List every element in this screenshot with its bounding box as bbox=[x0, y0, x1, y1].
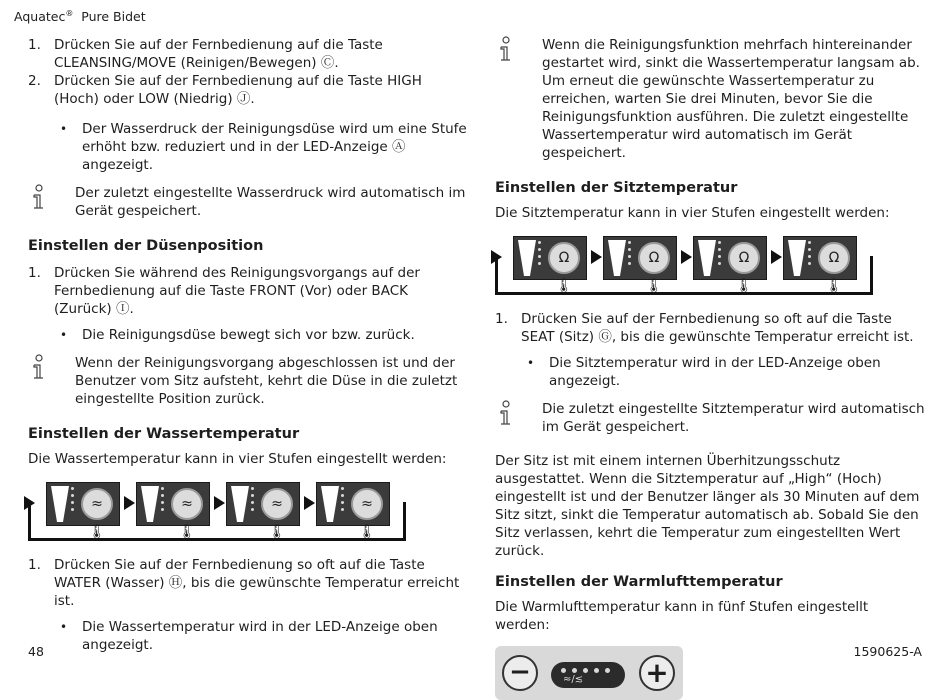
bullet-text: Der Wasserdruck der Reinigungsdüse wird um eine Stufe erhöht bzw. reduziert und in der LED-Anzeige Ⓐ angezeigt. bbox=[82, 121, 467, 173]
page-header bbox=[14, 5, 146, 26]
reg-mark: ® bbox=[65, 9, 74, 18]
info-note bbox=[495, 400, 925, 436]
section-heading: Einstellen der Düsenposition bbox=[28, 238, 264, 254]
bullet-text: Die Sitztemperatur wird in der LED-Anzeige oben angezeigt. bbox=[549, 355, 881, 389]
page-number: 48 bbox=[28, 644, 44, 659]
loop-line bbox=[495, 256, 873, 295]
bullet-item: • Der Wasserdruck der Reinigungsdüse wird um eine Stufe erhöht bzw. reduziert und in der LED-Anzeige Ⓐ angezeigt. bbox=[60, 121, 467, 173]
step-item bbox=[28, 556, 468, 610]
intro-text: Die Wassertemperatur kann in vier Stufen eingestellt werden: bbox=[28, 451, 447, 467]
left-column bbox=[28, 36, 468, 654]
seat-temp-icon: Ω🌡 bbox=[548, 242, 580, 274]
info-icon bbox=[28, 354, 75, 408]
info-note bbox=[28, 184, 468, 220]
section-heading: Einstellen der Sitztemperatur bbox=[495, 180, 738, 196]
led-bar bbox=[551, 662, 625, 688]
step-text: Drücken Sie auf der Fernbedienung auf die Taste HIGH (Hoch) oder LOW (Niedrig) Ⓙ. bbox=[54, 73, 422, 107]
intro-text: Die Warmlufttemperatur kann in fünf Stufen eingestellt werden: bbox=[495, 599, 869, 633]
bullet-text: Die Wassertemperatur wird in der LED-Anzeige oben angezeigt. bbox=[82, 619, 438, 653]
seat-temp-icon: Ω🌡 bbox=[638, 242, 670, 274]
step-number: 1. bbox=[28, 265, 41, 281]
minus-button[interactable]: − bbox=[502, 655, 538, 691]
step-item bbox=[28, 264, 468, 318]
step-number: 2. bbox=[28, 73, 41, 89]
info-icon bbox=[495, 400, 542, 436]
air-temp-control bbox=[495, 646, 683, 700]
section-heading: Einstellen der Warmlufttemperatur bbox=[495, 574, 783, 590]
step-item bbox=[28, 72, 468, 108]
step-text: Drücken Sie auf der Fernbedienung so oft auf die Taste SEAT (Sitz) Ⓖ, bis die gewünschte Temperatur erreicht ist. bbox=[521, 311, 914, 345]
loop-line bbox=[28, 502, 406, 541]
water-temp-icon: ≈🌡 bbox=[351, 488, 383, 520]
water-temp-diagram bbox=[28, 482, 468, 546]
seat-temp-icon: Ω🌡 bbox=[818, 242, 850, 274]
step-text: Drücken Sie auf der Fernbedienung auf die Taste CLEANSING/MOVE (Reinigen/Bewegen) Ⓒ. bbox=[54, 37, 383, 71]
note-text: Wenn die Reinigungsfunktion mehrfach hintereinander gestartet wird, sinkt die Wassertemperatur langsam ab. Um erneut die gewünschte Wassertemperatur zu erreichen, warten Sie drei Minuten, bevor Sie die Reinigungsfunktion ausführen. Die zuletzt eingestellte Wassertemperatur wird automatisch im Gerät gespeichert. bbox=[542, 37, 920, 161]
warm-air-icon: ≈/≲ bbox=[563, 674, 584, 685]
step-number: 1. bbox=[495, 311, 508, 327]
bullet-item: • Die Reinigungsdüse bewegt sich vor bzw. zurück. bbox=[60, 327, 415, 343]
info-note bbox=[28, 354, 468, 408]
note-text: Der zuletzt eingestellte Wasserdruck wird automatisch im Gerät gespeichert. bbox=[75, 185, 466, 219]
section-heading: Einstellen der Wassertemperatur bbox=[28, 426, 300, 442]
product-name: Pure Bidet bbox=[81, 9, 146, 25]
intro-text: Die Sitztemperatur kann in vier Stufen eingestellt werden: bbox=[495, 205, 890, 221]
plus-button[interactable]: + bbox=[639, 655, 675, 691]
note-text: Wenn der Reinigungsvorgang abgeschlossen ist und der Benutzer vom Sitz aufsteht, kehrt die Düse in die zuletzt eingestellte Position zurück. bbox=[75, 355, 458, 407]
note-text: Die zuletzt eingestellte Sitztemperatur wird automatisch im Gerät gespeichert. bbox=[542, 401, 925, 435]
step-text: Drücken Sie auf der Fernbedienung so oft auf die Taste WATER (Wasser) Ⓗ, bis die gewünschte Temperatur erreicht ist. bbox=[54, 557, 460, 609]
brand: Aquatec bbox=[14, 9, 66, 25]
water-temp-icon: ≈🌡 bbox=[81, 488, 113, 520]
info-icon bbox=[28, 184, 75, 220]
water-temp-icon: ≈🌡 bbox=[171, 488, 203, 520]
step-text: Drücken Sie während des Reinigungsvorgangs auf der Fernbedienung auf die Taste FRONT (Vor) oder BACK (Zurück) Ⓘ. bbox=[54, 265, 420, 317]
paragraph: Der Sitz ist mit einem internen Überhitzungsschutz ausgestattet. Wenn die Sitztemperatur auf „High“ (Hoch) eingestellt ist und der Benutzer länger als 30 Minuten auf dem Sitz sitzt, sinkt die Temperatur automatisch ab. Sobald Sie den Sitz verlassen, kehrt die Temperatur zum eingestellten Wert zurück. bbox=[495, 453, 920, 559]
doc-number: 1590625-A bbox=[853, 644, 922, 659]
bullet-item: • Die Sitztemperatur wird in der LED-Anzeige oben angezeigt. bbox=[527, 354, 925, 390]
info-icon bbox=[495, 36, 542, 162]
bullet-text: Die Reinigungsdüse bewegt sich vor bzw. zurück. bbox=[82, 327, 415, 343]
seat-temp-icon: Ω🌡 bbox=[728, 242, 760, 274]
bullet-item: • Die Wassertemperatur wird in der LED-Anzeige oben angezeigt. bbox=[60, 618, 468, 654]
info-note bbox=[495, 36, 925, 162]
step-number: 1. bbox=[28, 557, 41, 573]
right-column bbox=[495, 36, 925, 700]
step-item bbox=[495, 310, 925, 346]
seat-temp-diagram bbox=[495, 236, 925, 300]
step-number: 1. bbox=[28, 37, 41, 53]
water-temp-icon: ≈🌡 bbox=[261, 488, 293, 520]
step-item bbox=[28, 36, 468, 72]
